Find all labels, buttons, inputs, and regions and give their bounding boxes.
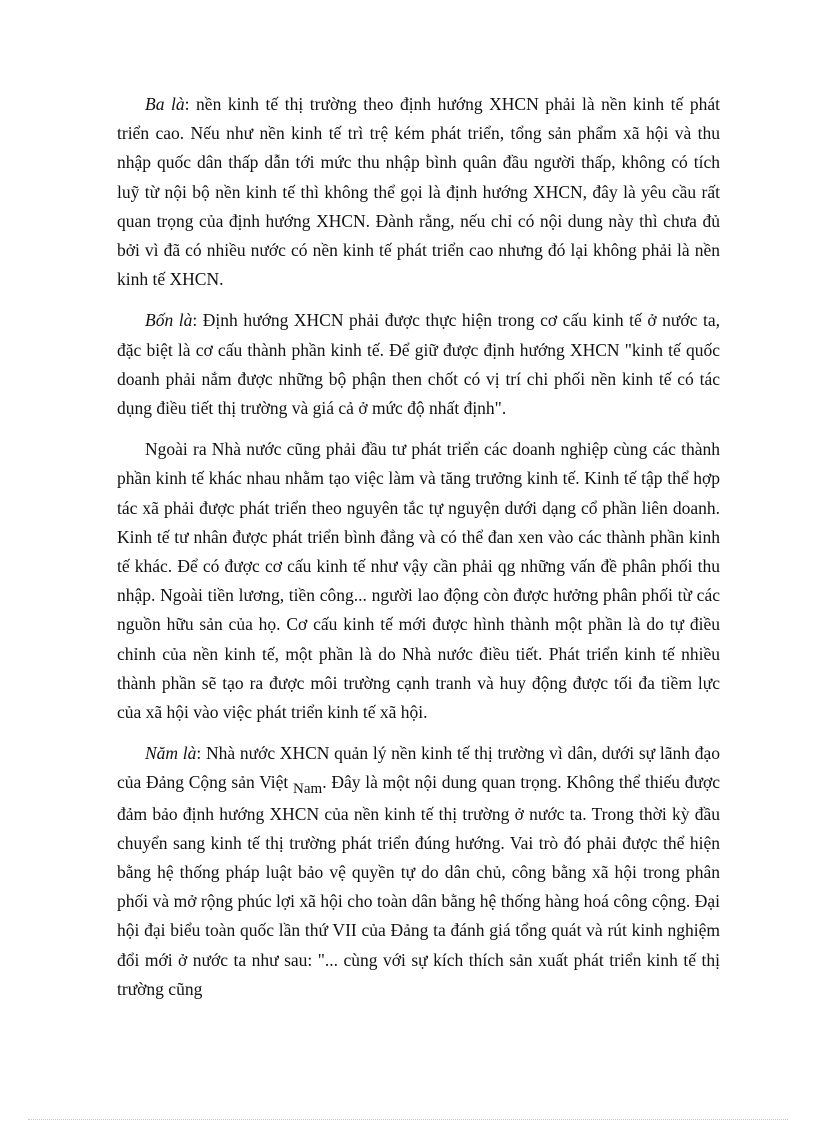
paragraph-ba-la [117,90,720,294]
footer-divider [28,1119,788,1120]
lowered-word: Nam [293,781,323,798]
paragraph-text-continued: . Đây là một nội dung quan trọng. Không thể thiếu được đảm bảo định hướng XHCN của nền kinh tế thị trường ở nước ta. Trong thời kỳ đầu chuyển sang kinh tế thị trường phát triển đúng hướng. Vai trò đó phải được thể hiện bằng hệ thống pháp luật bảo vệ quyền tự do dân chủ, công bằng xã hội trong phân phối và mở rộng phúc lợi xã hội cho toàn dân bằng hệ thống hàng hoá công cộng. Đại hội đại biểu toàn quốc lần thứ VII của Đảng ta đánh giá tổng quát và rút kinh nghiệm đổi mới ở nước ta như sau: "... cùng với sự kích thích sản xuất phát triển kinh tế thị trường cũng [117,772,721,999]
paragraph-ngoai-ra [117,435,720,727]
paragraph-lead: Ba là [145,94,185,114]
paragraph-text: : nền kinh tế thị trường theo định hướng XHCN phải là nền kinh tế phát triển cao. Nếu như nền kinh tế trì trệ kém phát triển, tổng sản phẩm xã hội và thu nhập quốc dân thấp dẫn tới mức thu nhập bình quân đầu người thấp, không có tích luỹ từ nội bộ nền kinh tế thì không thể gọi là định hướng XHCN, đây là yêu cầu rất quan trọng của định hướng XHCN. Đành rằng, nếu chỉ có nội dung này thì chưa đủ bởi vì đã có nhiều nước có nền kinh tế phát triển cao nhưng đó lại không phải là nền kinh tế XHCN. [117,94,720,290]
paragraph-text: : Định hướng XHCN phải được thực hiện trong cơ cấu kinh tế ở nước ta, đặc biệt là cơ cấu thành phần kinh tế. Để giữ được định hướng XHCN "kinh tế quốc doanh phải nắm được những bộ phận then chốt có vị trí chi phối nền kinh tế có tác dụng điều tiết thị trường và giá cả ở mức độ nhất định". [117,310,720,419]
paragraph-lead: Bốn là [145,310,193,331]
paragraph-nam-la [117,739,720,1004]
paragraph-text: Ngoài ra Nhà nước cũng phải đầu tư phát triển các doanh nghiệp cùng các thành phần kinh tế khác nhau nhằm tạo việc làm và tăng trưởng kinh tế. Kinh tế tập thể hợp tác xã phải được phát triển theo nguyên tắc tự nguyện dưới dạng cổ phần liên doanh. Kinh tế tư nhân được phát triển bình đẳng và có thể đan xen vào các thành phần kinh tế khác. Để có được cơ cấu kinh tế như vậy cần phải qg những vấn đề phân phối thu nhập. Ngoài tiền lương, tiền công... người lao động còn được hưởng phân phối từ các nguồn hữu sản của họ. Cơ cấu kinh tế mới được hình thành một phần là do tự điều chỉnh của nền kinh tế, một phần là do Nhà nước điều tiết. Phát triển kinh tế nhiều thành phần sẽ tạo ra được môi trường cạnh tranh và huy động được tối đa tiềm lực của xã hội vào việc phát triển kinh tế xã hội. [117,439,720,723]
paragraph-text: : Nhà nước XHCN quản lý nền kinh tế thị trường vì dân, dưới sự lãnh đạo của Đảng Cộng sản Việt [117,743,720,793]
paragraph-lead: Năm là [145,743,197,764]
paragraph-bon-la [117,306,720,423]
document-body [117,90,720,1016]
